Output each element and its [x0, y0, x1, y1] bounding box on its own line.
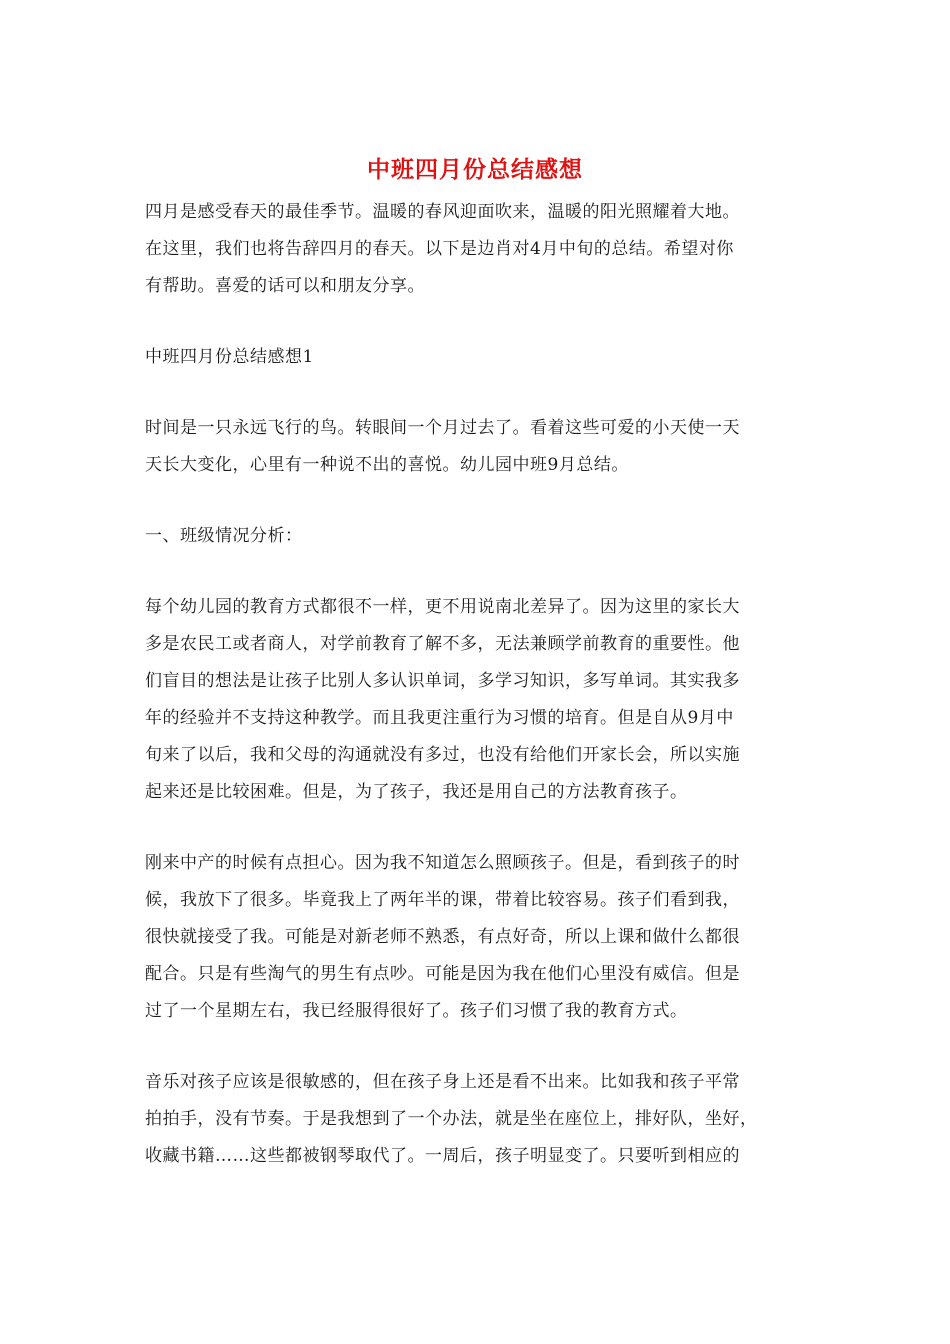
body-paragraph: 音乐对孩子应该是很敏感的，但在孩子身上还是看不出来。比如我和孩子平常 拍拍手，没有节奏。于是我想到了一个办法，就是坐在座位上，排好队，坐好， 收藏书籍……这些都被钢琴取代了。一周后，孩子明显变了。只要听到相应的	[145, 1072, 758, 1166]
intro-paragraph: 四月是感受春天的最佳季节。温暖的春风迎面吹来，温暖的阳光照耀着大地。 在这里，我们也将告辞四月的春天。以下是边肖对4月中旬的总结。希望对你 有帮助。喜爱的话可以和朋友分享。	[145, 202, 740, 296]
document-title: 中班四月份总结感想	[367, 156, 583, 183]
document-body	[145, 194, 810, 1175]
body-paragraph: 时间是一只永远飞行的鸟。转眼间一个月过去了。看着这些可爱的小天使一天 天长大变化，心里有一种说不出的喜悦。幼儿园中班9月总结。	[145, 418, 740, 475]
subsection-heading: 一、班级情况分析：	[145, 526, 303, 546]
body-paragraph: 每个幼儿园的教育方式都很不一样，更不用说南北差异了。因为这里的家长大 多是农民工或者商人，对学前教育了解不多，无法兼顾学前教育的重要性。他 们盲目的想法是让孩子比别人多认识单词，多学习知识，多写单词。其实我多 年的经验并不支持这种教学。而且我更注重行为习惯的培育。但是自从9月中 旬来了以后，我和父母的沟通就没有多过，也没有给他们开家长会，所以实施 起来还是比较困难。但是，为了孩子，我还是用自己的方法教育孩子。	[145, 597, 740, 802]
body-paragraph: 刚来中产的时候有点担心。因为我不知道怎么照顾孩子。但是，看到孩子的时 候，我放下了很多。毕竟我上了两年半的课，带着比较容易。孩子们看到我， 很快就接受了我。可能是对新老师不熟悉，有点好奇，所以上课和做什么都很 配合。只是有些淘气的男生有点吵。可能是因为我在他们心里没有威信。但是 过了一个星期左右，我已经服得很好了。孩子们习惯了我的教育方式。	[145, 853, 740, 1021]
section-heading: 中班四月份总结感想1	[145, 347, 314, 367]
